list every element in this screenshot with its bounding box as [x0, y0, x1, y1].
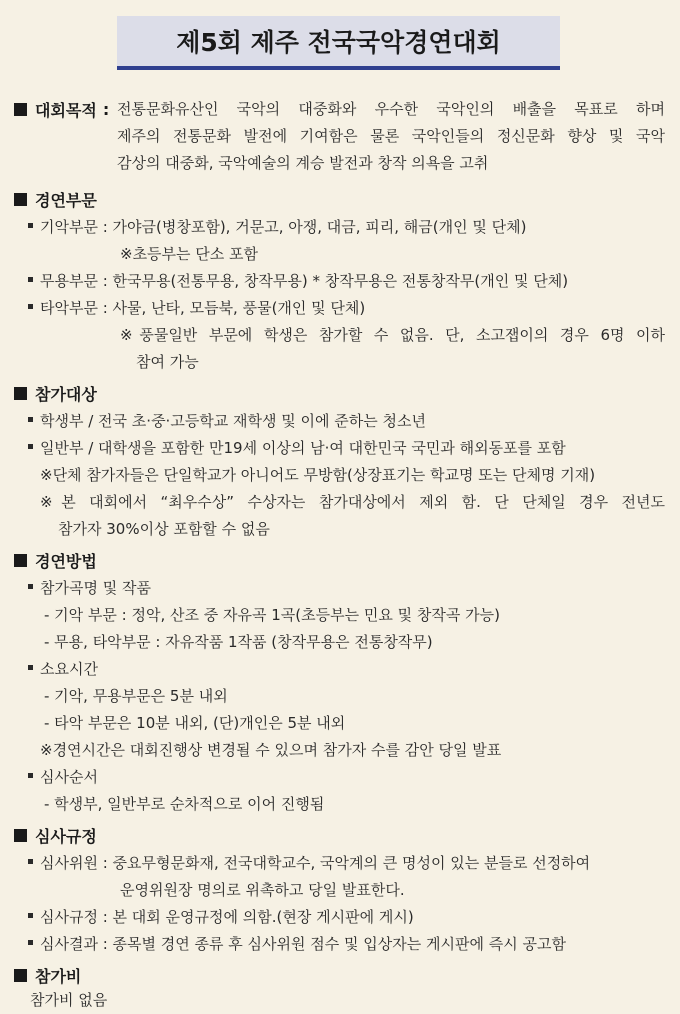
- division-note: ※초등부는 단소 포함: [120, 245, 259, 263]
- method-item: 소요시간: [28, 658, 98, 679]
- purpose-line: 전통문화유산인 국악의 대중화와 우수한 국악인의 배출을 목표로 하며: [117, 100, 665, 118]
- square-bullet-icon: [14, 193, 27, 206]
- method-item: 참가곡명 및 작품: [28, 577, 151, 598]
- square-bullet-icon: [14, 829, 27, 842]
- page-title: 제5회 제주 전국국악경연대회: [176, 28, 501, 57]
- section-heading-label: 참가비: [35, 967, 82, 986]
- square-bullet-icon: [14, 387, 27, 400]
- eligibility-note: ※본 대회에서 “최우수상” 수상자는 참가대상에서 제외 함. 단 단체일 경우 전년도: [40, 493, 665, 511]
- judging-item: 심사결과 : 종목별 경연 종류 후 심사위원 점수 및 입상자는 게시판에 즉시 공고함: [28, 933, 566, 954]
- title-banner: [117, 16, 560, 70]
- division-note: ※풍물일반 부문에 학생은 참가할 수 없음. 단, 소고잽이의 경우 6명 이하: [120, 326, 665, 344]
- judging-item: 심사규정 : 본 대회 운영규정에 의함.(현장 게시판에 게시): [28, 906, 414, 927]
- bullet-icon: [28, 940, 33, 945]
- bullet-icon: [28, 584, 33, 589]
- eligibility-note: 참가자 30%이상 포함할 수 없음: [58, 520, 270, 538]
- bullet-icon: [28, 277, 33, 282]
- fee-text: 참가비 없음: [30, 991, 108, 1009]
- bullet-icon: [28, 913, 33, 918]
- judging-item: 심사위원 : 중요무형문화재, 전국대학교수, 국악계의 큰 명성이 있는 분들로 선정하여: [28, 852, 590, 873]
- section-heading-label: 참가대상: [35, 385, 97, 404]
- section-divisions-heading: [14, 188, 97, 211]
- square-bullet-icon: [14, 969, 27, 982]
- section-heading-label: 경연방법: [35, 552, 97, 571]
- division-note: 참여 가능: [136, 353, 199, 371]
- bullet-icon: [28, 859, 33, 864]
- bullet-icon: [28, 417, 33, 422]
- section-purpose-heading: 대회목적 :: [14, 98, 109, 121]
- judging-continuation: 운영위원장 명의로 위촉하고 당일 발표한다.: [120, 881, 405, 899]
- section-eligibility-heading: [14, 382, 97, 405]
- method-subitem: - 기악 부문 : 정악, 산조 중 자유곡 1곡(초등부는 민요 및 창작곡 가능): [44, 606, 500, 624]
- section-heading-label: 대회목적: [35, 101, 97, 120]
- section-fee-heading: [14, 964, 81, 987]
- square-bullet-icon: [14, 103, 27, 116]
- section-heading-label: 경연부문: [35, 191, 97, 210]
- bullet-icon: [28, 223, 33, 228]
- method-subitem: - 타악 부문은 10분 내외, (단)개인은 5분 내외: [44, 714, 346, 732]
- eligibility-item: 일반부 / 대학생을 포함한 만19세 이상의 남·여 대한민국 국민과 해외동포를 포함: [28, 437, 566, 458]
- square-bullet-icon: [14, 554, 27, 567]
- purpose-line: 감상의 대중화, 국악예술의 계승 발전과 창작 의욕을 고취: [117, 154, 489, 172]
- method-subitem: - 학생부, 일반부로 순차적으로 이어 진행됨: [44, 795, 325, 813]
- method-note: ※경연시간은 대회진행상 변경될 수 있으며 참가자 수를 감안 당일 발표: [40, 741, 502, 759]
- section-method-heading: [14, 549, 97, 572]
- division-item: 기악부문 : 가야금(병창포함), 거문고, 아쟁, 대금, 피리, 해금(개인 및 단체): [28, 216, 526, 237]
- bullet-icon: [28, 773, 33, 778]
- purpose-line: 제주의 전통문화 발전에 기여함은 물론 국악인들의 정신문화 향상 및 국악: [117, 127, 665, 145]
- eligibility-note: ※단체 참가자들은 단일학교가 아니어도 무방함(상장표기는 학교명 또는 단체명 기재): [40, 466, 596, 484]
- division-item: 타악부문 : 사물, 난타, 모듬북, 풍물(개인 및 단체): [28, 297, 365, 318]
- section-heading-label: 심사규정: [35, 827, 97, 846]
- division-item: 무용부문 : 한국무용(전통무용, 창작무용) * 창작무용은 전통창작무(개인 및 단체): [28, 270, 568, 291]
- eligibility-item: 학생부 / 전국 초·중·고등학교 재학생 및 이에 준하는 청소년: [28, 410, 426, 431]
- method-subitem: - 기악, 무용부문은 5분 내외: [44, 687, 228, 705]
- method-item: 심사순서: [28, 766, 98, 787]
- section-judging-heading: [14, 824, 97, 847]
- bullet-icon: [28, 444, 33, 449]
- bullet-icon: [28, 665, 33, 670]
- method-subitem: - 무용, 타악부문 : 자유작품 1작품 (창작무용은 전통창작무): [44, 633, 433, 651]
- bullet-icon: [28, 304, 33, 309]
